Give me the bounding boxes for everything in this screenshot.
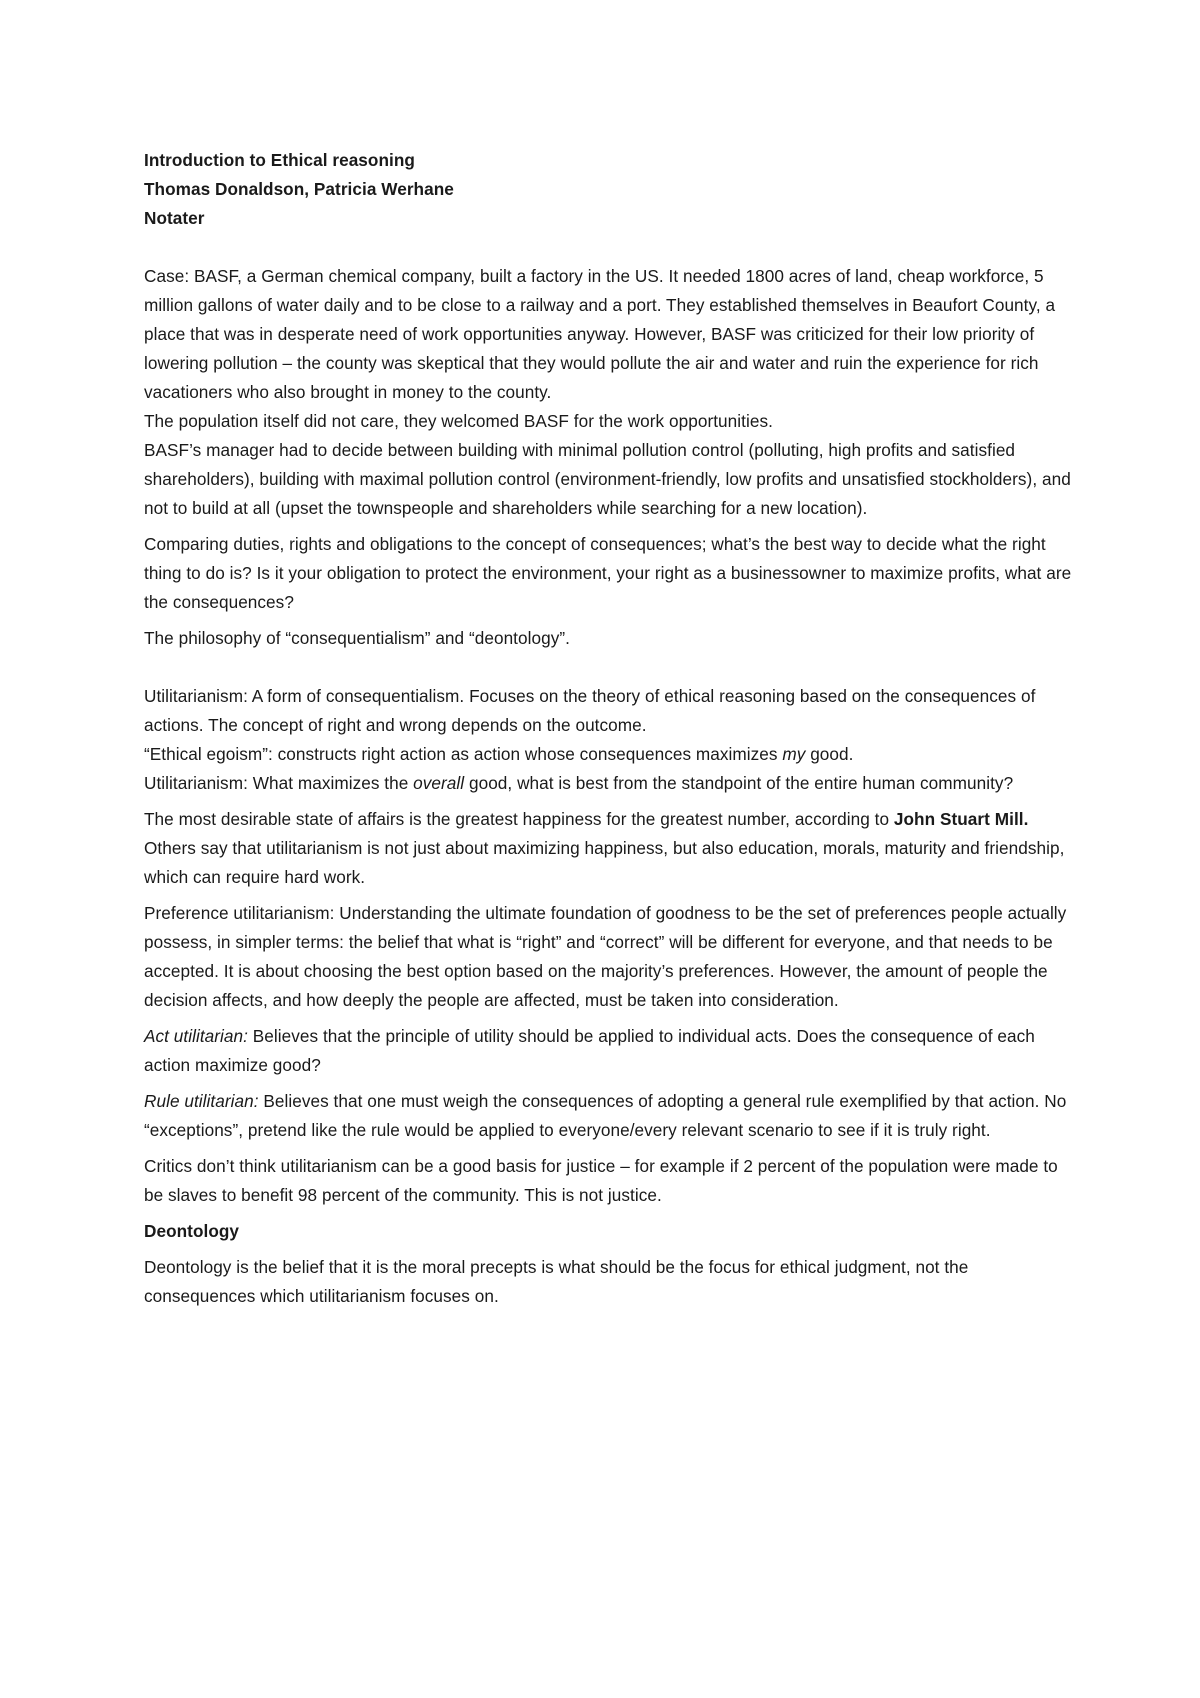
rule-text: Believes that one must weigh the consequences of adopting a general rule exemplified by that action. No “exceptions”, pretend like the rule would be applied to everyone/every relevant scenario to see if it is truly right. — [144, 1091, 1067, 1140]
act-term: Act utilitarian: — [144, 1026, 248, 1046]
ethical-egoism-paragraph — [144, 740, 1074, 769]
document-label: Notater — [144, 208, 205, 228]
act-utilitarian-paragraph — [144, 1022, 1074, 1080]
overall-text: Utilitarianism: What maximizes the — [144, 773, 414, 793]
preference-paragraph: Preference utilitarianism: Understanding the ultimate foundation of goodness to be the set of preferences people actually possess, in simpler terms: the belief that what is “right” and “correct” will be different for everyone, and that needs to be accepted. It is about choosing the best option based on the majority’s preferences. However, the amount of people the decision affects, and how deeply the people are affected, must be taken into consideration. — [144, 903, 1067, 1010]
document-body — [144, 146, 1074, 1318]
act-text: Believes that the principle of utility should be applied to individual acts. Does the consequence of each action maximize good? — [144, 1026, 1035, 1075]
mill-text: The most desirable state of affairs is the greatest happiness for the greatest number, according to — [144, 809, 894, 829]
rule-utilitarian-paragraph — [144, 1087, 1074, 1145]
deontology-paragraph: Deontology is the belief that it is the moral precepts is what should be the focus for ethical judgment, not the consequences which utilitarianism focuses on. — [144, 1257, 969, 1306]
utilitarianism-paragraph: Utilitarianism: A form of consequentialism. Focuses on the theory of ethical reasoning based on the consequences of actions. The concept of right and wrong depends on the outcome. — [144, 686, 1036, 735]
philosophy-paragraph: The philosophy of “consequentialism” and “deontology”. — [144, 628, 570, 648]
document-header — [144, 146, 1074, 233]
document-title: Introduction to Ethical reasoning — [144, 150, 415, 170]
mill-paragraph — [144, 805, 1074, 892]
rule-term: Rule utilitarian: — [144, 1091, 259, 1111]
critics-paragraph: Critics don’t think utilitarianism can be a good basis for justice – for example if 2 percent of the population were made to be slaves to benefit 98 percent of the community. This is not justice. — [144, 1156, 1058, 1205]
egoism-text: “Ethical egoism”: constructs right action as action whose consequences maximizes — [144, 744, 783, 764]
overall-text-end: good, what is best from the standpoint of the entire human community? — [464, 773, 1014, 793]
mill-name: John Stuart Mill. — [893, 809, 1029, 829]
manager-paragraph: BASF’s manager had to decide between building with minimal pollution control (polluting, high profits and satisfied shareholders), building with maximal pollution control (environment-friendly, low profits and unsatisfied stockholders), and not to build at all (upset the townspeople and shareholders while searching for a new location). — [144, 440, 1071, 518]
spacer — [144, 660, 1074, 682]
mill-text-end: Others say that utilitarianism is not just about maximizing happiness, but also education, morals, maturity and friendship, which can require hard work. — [144, 838, 1065, 887]
egoism-emphasis: my — [782, 744, 806, 764]
case-paragraph: Case: BASF, a German chemical company, built a factory in the US. It needed 1800 acres of land, cheap workforce, 5 million gallons of water daily and to be close to a railway and a port. They established themselves in Beaufort County, a place that was in desperate need of work opportunities anyway. However, BASF was criticized for their low priority of lowering pollution – the county was skeptical that they would pollute the air and water and ruin the experience for rich vacationers who also brought in money to the county. — [144, 266, 1056, 402]
deontology-heading: Deontology — [144, 1221, 240, 1241]
spacer — [144, 233, 1074, 262]
overall-emphasis: overall — [413, 773, 465, 793]
egoism-text-end: good. — [805, 744, 854, 764]
comparing-paragraph: Comparing duties, rights and obligations to the concept of consequences; what’s the best way to decide what the right thing to do is? Is it your obligation to protect the environment, your right as a businessowner to maximize profits, what are the consequences? — [144, 534, 1072, 612]
population-paragraph: The population itself did not care, they welcomed BASF for the work opportunities. — [144, 411, 773, 431]
document-authors: Thomas Donaldson, Patricia Werhane — [144, 179, 454, 199]
overall-good-paragraph — [144, 769, 1074, 798]
